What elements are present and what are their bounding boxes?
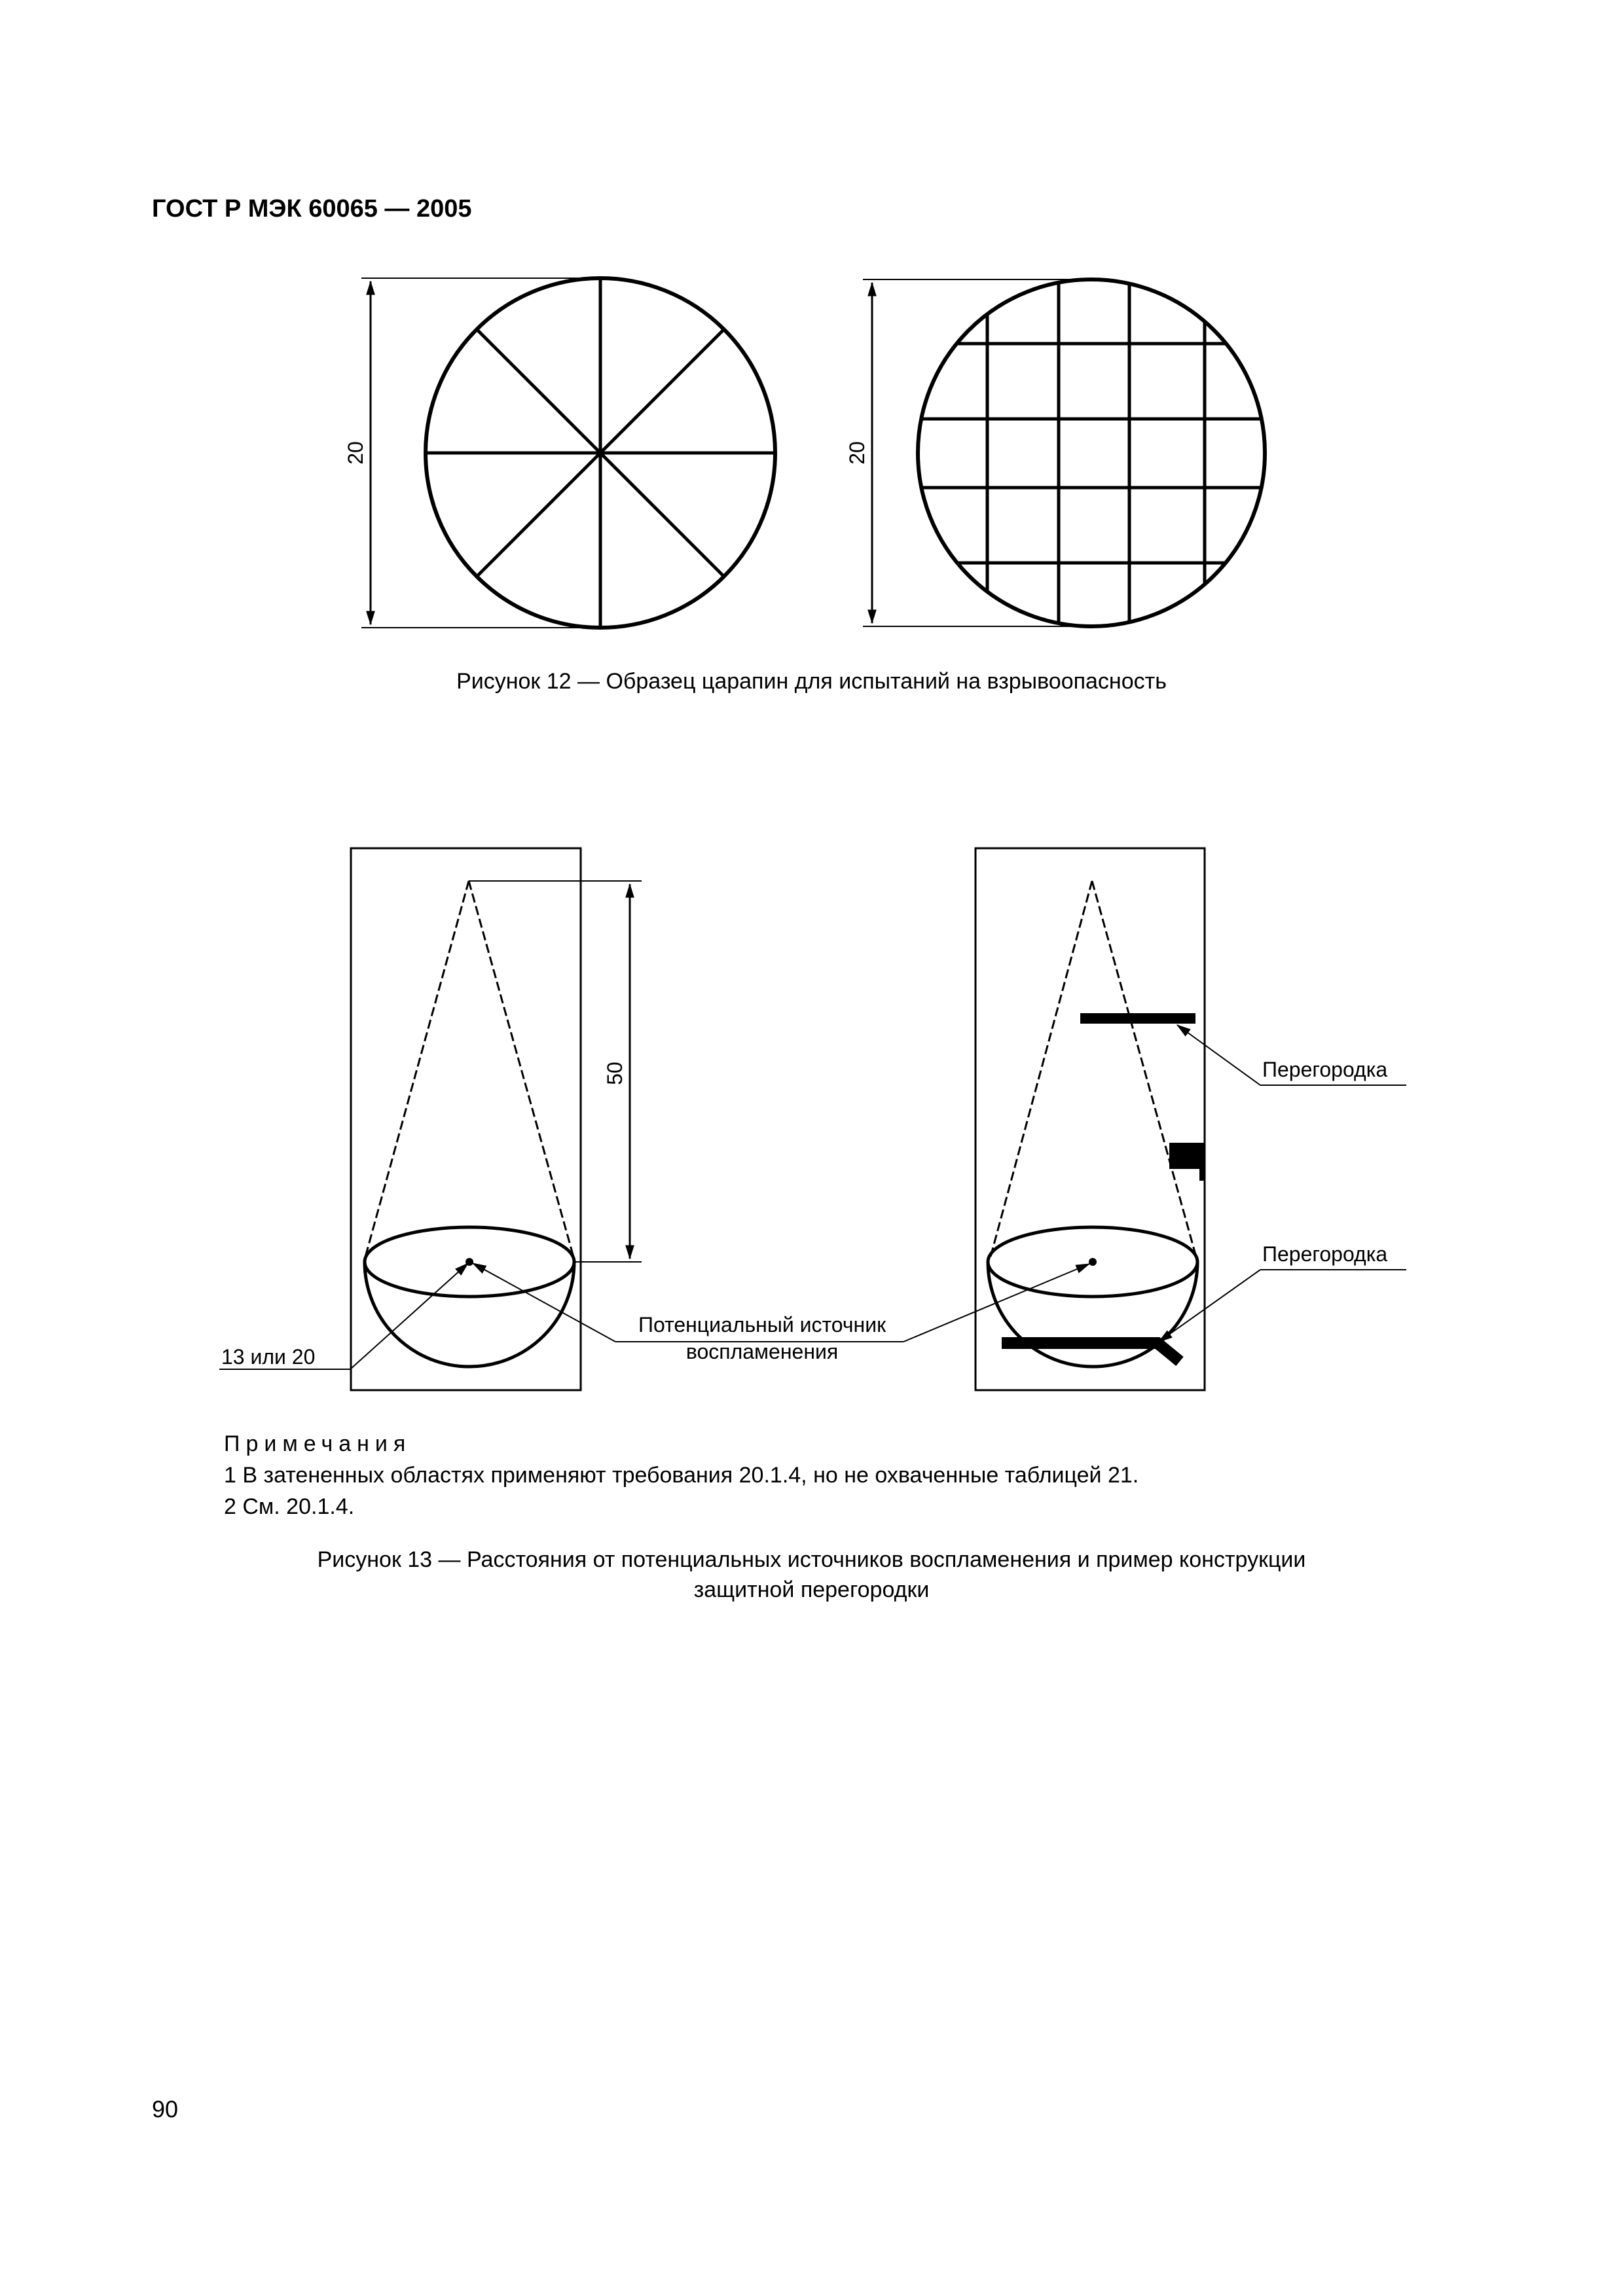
notes-block: [224, 1428, 1139, 1522]
panel-right: [903, 848, 1406, 1390]
figure-13-caption-line2: защитной перегородки: [693, 1577, 930, 1602]
page-number: 90: [152, 2096, 179, 2123]
grid-scratch-pattern: [917, 275, 1270, 628]
figure-12-caption: Рисунок 12 — Образец царапин для испытаний на взрывоопасность: [456, 669, 1167, 694]
notes-title: Примечания: [224, 1431, 412, 1456]
figure-13: [219, 848, 1406, 1390]
panel-left: [219, 848, 903, 1390]
document-header: ГОСТ Р МЭК 60065 — 2005: [152, 195, 472, 223]
figure-12: [344, 275, 1270, 628]
label-barrier-top: Перегородка: [1262, 1058, 1388, 1081]
dim-label-left: 20: [344, 441, 367, 465]
label-source-line2: воспламенения: [685, 1340, 839, 1363]
note-item: 2 См. 20.1.4.: [224, 1494, 355, 1519]
note-item: 1 В затененных областях применяют требования 20.1.4, но не охваченные таблицей 21.: [224, 1463, 1139, 1488]
barrier-bottom: [1002, 1343, 1180, 1361]
barrier-top: [1080, 1013, 1195, 1024]
dim-label-height: 50: [603, 1062, 627, 1085]
barrier-side: [1169, 1143, 1205, 1169]
radial-scratch-pattern: [426, 278, 775, 628]
label-source-line1: Потенциальный источник: [638, 1313, 886, 1336]
dim-label-right: 20: [845, 441, 869, 465]
figure-13-caption-line1: Рисунок 13 — Расстояния от потенциальных источников воспламенения и пример конструкции: [317, 1547, 1306, 1572]
figure-13-caption: [0, 1545, 1623, 1605]
label-diameter: 13 или 20: [221, 1345, 316, 1369]
label-barrier-bottom: Перегородка: [1262, 1242, 1388, 1266]
